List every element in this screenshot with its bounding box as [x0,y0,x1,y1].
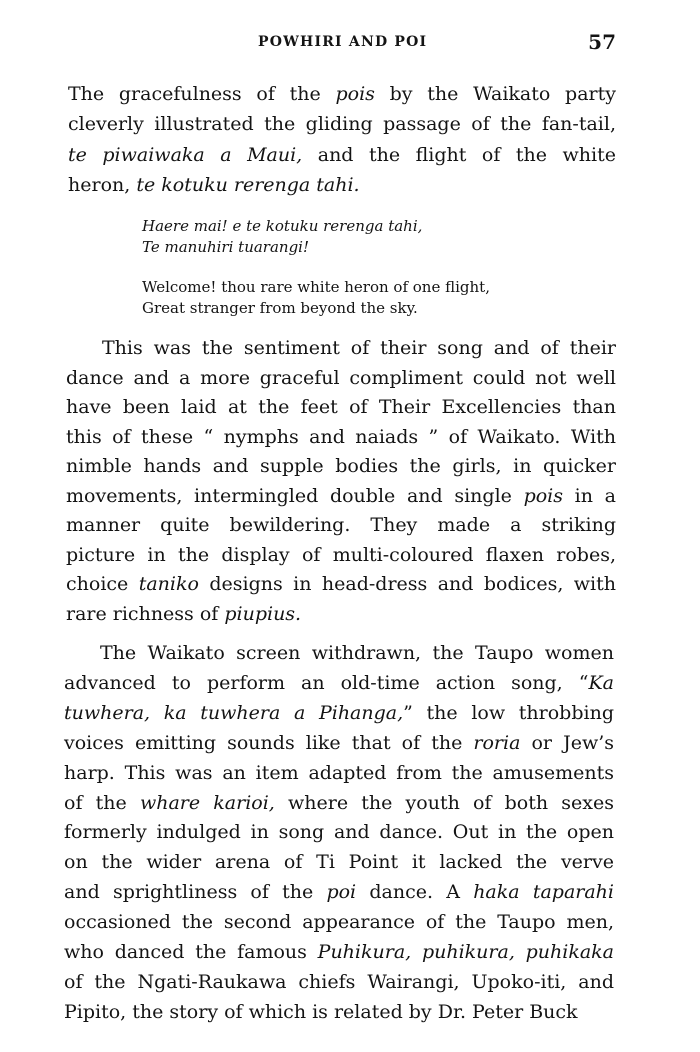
text-run: cleverly illustrated the gliding passage of the fan-tail, [68,113,616,136]
text-run: manner quite bewildering. They made a striking [66,514,616,536]
text-run: This was the sentiment of their song and of their [102,337,616,359]
italic-run: Ka [588,671,614,694]
para3-line [64,940,614,964]
para3-line [64,820,614,844]
para1-line [68,82,616,106]
text-run: or Jew’s [520,731,615,754]
verse_maori-line: Te manuhiri tuarangi! [142,238,309,256]
para3-line [64,970,614,994]
text-run: heron, [68,173,137,196]
italic-run: te piwaiwaka a Maui, [68,143,303,166]
para2-line [102,336,616,360]
text-run: harp. This was an item adapted from the amusements [64,761,614,784]
para2-line [66,513,616,537]
para3-line [100,641,614,665]
italic-run: tuwhera, ka tuwhera a Pihanga, [64,701,404,724]
text-run: picture in the display of multi-coloured flaxen robes, [66,543,616,566]
text-run: voices emitting sounds like that of the [64,731,474,754]
text-run: choice [66,573,139,595]
text-run: occasioned the second appearance of the Taupo men, [64,911,614,934]
text-run: in a [563,484,616,507]
para2-line [66,484,616,508]
page-header [0,30,700,58]
text-run: designs in head-dress and bodices, with [198,573,616,595]
italic-run: te kotuku rerenga tahi. [136,173,360,196]
italic-run: taniko [138,573,199,595]
para3-line [64,880,614,904]
para3-line [64,791,614,815]
running-head: POWHIRI AND POI [258,34,428,50]
italic-run: pois [523,484,563,507]
text-run: advanced to perform an old-time action song, “ [64,671,589,694]
italic-run: Puhikura, puhikura, puhikaka [317,941,615,963]
para2-line [66,572,616,596]
text-run: formerly indulged in song and dance. Out in the open [64,821,614,844]
para3-line [64,850,614,874]
text-run: nimble hands and supple bodies the girls, in quicker [66,455,616,477]
para2-line [66,602,616,626]
para3-line [64,1000,614,1024]
para1-line [68,173,616,197]
para2-line [66,454,616,478]
text-run: Pipito, the story of which is related by Dr. Peter Buck [64,1000,578,1023]
text-run: on the wider arena of Ti Point it lacked the verve [64,851,614,874]
para3-line [64,701,614,725]
text-run: dance. A [356,881,474,904]
text-run: where the youth of both sexes [274,791,614,814]
text-run: of the Ngati-Raukawa chiefs Wairangi, Upoko-iti, and [64,970,614,993]
para3-line [64,671,614,695]
italic-run: haka taparahi [473,881,614,904]
italic-run: poi [326,881,357,904]
para1-line [68,143,616,167]
italic-run: whare karioi, [139,791,275,814]
text-run: ” the low throbbing [403,701,614,724]
text-run: who danced the famous [64,941,318,963]
text-run: movements, intermingled double and single [66,484,524,507]
italic-run: roria [473,731,521,754]
text-run: of the [64,791,140,814]
text-run: and sprightliness of the [64,881,327,904]
page-number: 57 [588,30,616,54]
text-run: The Waikato screen withdrawn, the Taupo women [100,642,614,664]
text-run: The gracefulness of the [68,83,336,105]
text-run: dance and a more graceful compliment could not well [66,366,616,389]
para1-line [68,112,616,136]
para2-line [66,543,616,567]
text-run: by the Waikato party [374,83,616,105]
text-run: this of these “ nymphs and naiads ” of Waikato. With [66,425,616,448]
para2-line [66,395,616,419]
text-run: and the flight of the white [302,143,616,166]
para3-line [64,910,614,934]
italic-run: pois [335,83,375,105]
para3-line [64,761,614,785]
verse_maori-line: Haere mai! e te kotuku rerenga tahi, [142,217,423,235]
text-run: have been laid at the feet of Their Excellencies than [66,396,616,418]
verse_english-line: Great stranger from beyond the sky. [142,299,418,317]
para3-line [64,731,614,755]
para2-line [66,425,616,449]
italic-run: piupius. [224,602,302,625]
verse_english-line: Welcome! thou rare white heron of one flight, [142,278,490,296]
text-run: rare richness of [66,602,225,625]
para2-line [66,366,616,390]
